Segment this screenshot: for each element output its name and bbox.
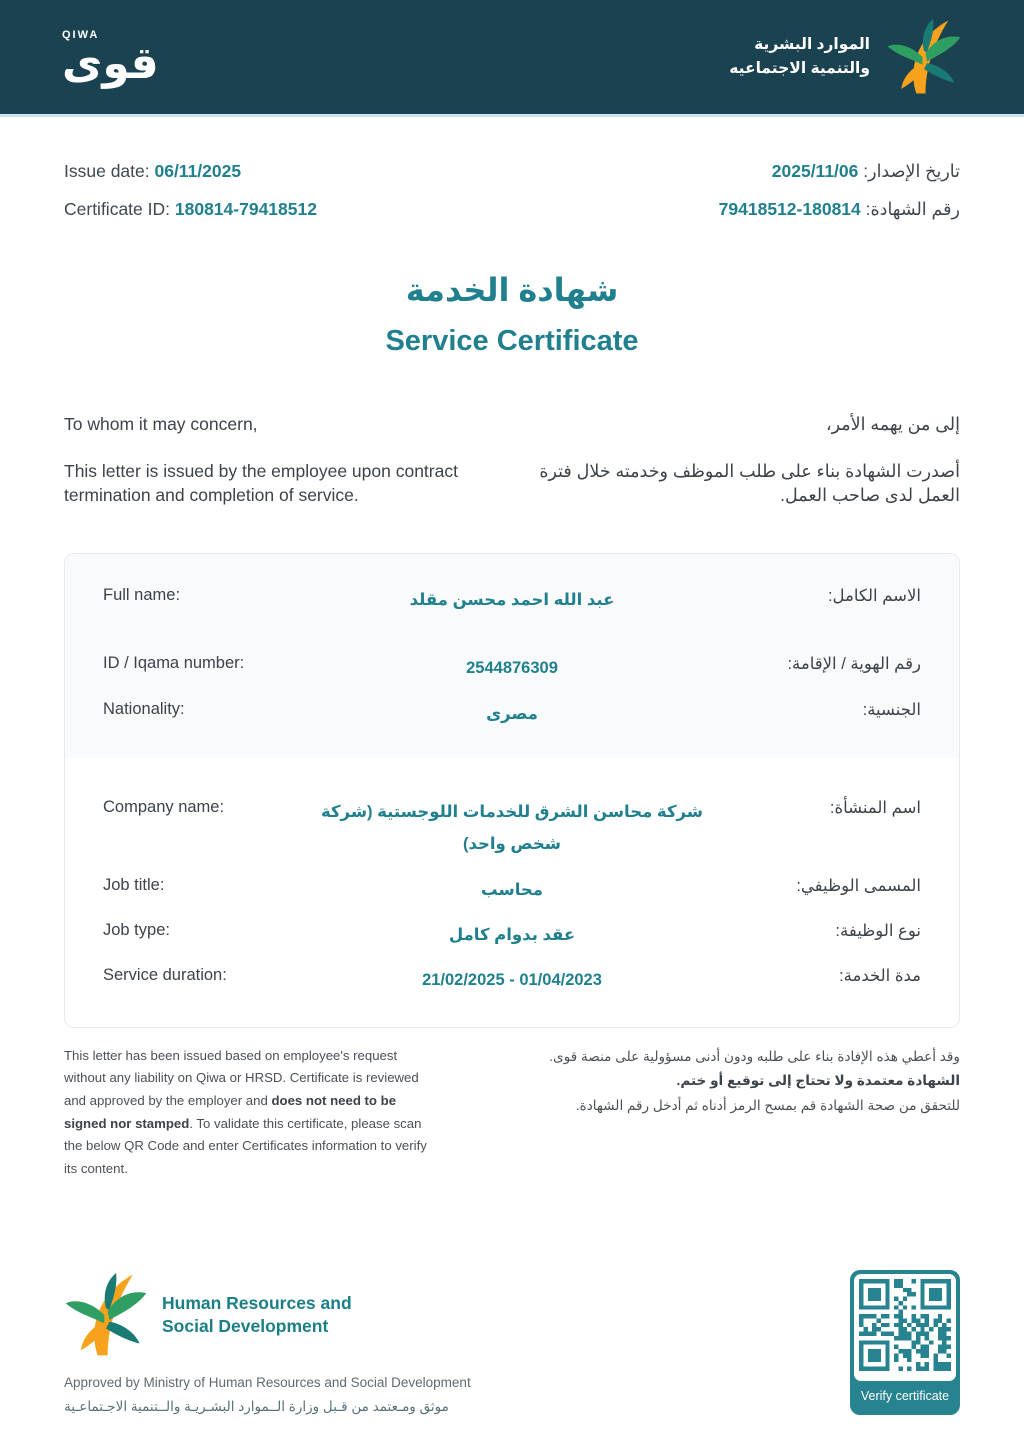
approved-text-ar: موثق ومـعتمد من قـبل وزارة الــموارد البشـريـة والــتنمية الاجـتماعـية: [64, 1399, 449, 1414]
title-block: [64, 271, 960, 358]
row-label-en: ID / Iqama number:: [103, 654, 245, 673]
row-value: محاسب: [481, 881, 543, 900]
hrsd-wordmark: [162, 1292, 352, 1338]
info-row-company-name: [103, 796, 921, 860]
info-row-service-duration: [103, 964, 921, 996]
hrsd-logo-text-line1: الموارد البشرية: [754, 35, 870, 53]
issue-date-en: [64, 161, 317, 182]
row-label-ar: نوع الوظيفة:: [835, 922, 921, 941]
disclaimer-arabic: [548, 1045, 960, 1181]
row-label-ar: الجنسية:: [862, 700, 921, 719]
row-label-ar: المسمى الوظيفي:: [796, 877, 921, 896]
disclaimer-en-part2: . To validate this certificate, please scan the below QR Code and enter Certificates information to verify its content.: [64, 1115, 427, 1177]
row-label-ar: مدة الخدمة:: [839, 967, 921, 986]
qiwa-logo-arabic-text: قوى: [62, 38, 159, 88]
disclaimer-section: [64, 1045, 960, 1181]
meta-arabic: [719, 161, 960, 237]
certificate-id-label-ar: رقم الشهادة:: [860, 199, 960, 219]
hrsd-wordmark-line2: Social Development: [162, 1316, 329, 1336]
employment-details-section: [65, 758, 959, 1027]
hrsd-wordmark-line1: Human Resources and: [162, 1293, 352, 1314]
qiwa-logo-latin-text: QIWA: [62, 28, 100, 41]
row-value: عبد الله احمد محسن مقلد: [409, 591, 615, 610]
row-label-ar: اسم المنشأة:: [829, 798, 921, 817]
page-title-arabic: شهادة الخدمة: [405, 272, 619, 308]
issue-date-value: 06/11/2025: [154, 161, 242, 181]
issue-date-label: Issue date:: [64, 161, 155, 181]
row-value: 2544876309: [466, 659, 558, 678]
certificate-id-value: 180814-79418512: [174, 199, 317, 219]
intro-arabic: [539, 414, 960, 507]
certificate-id-label: Certificate ID:: [64, 199, 175, 219]
info-row-nationality: [103, 698, 921, 730]
row-label-ar: رقم الهوية / الإقامة:: [787, 655, 921, 674]
hrsd-header-logo-text: [729, 33, 870, 81]
info-row-job-title: [103, 874, 921, 906]
disclaimer-en-bold: does not need to be signed nor stamped: [64, 1093, 397, 1131]
hrsd-palm-icon: [886, 19, 962, 95]
disclaimer-english: [64, 1045, 431, 1181]
row-value: شركة محاسن الشرق للخدمات اللوجستية (شركة شخص واحد): [320, 802, 704, 853]
meta-english: [64, 161, 317, 237]
intro-english: [64, 414, 485, 507]
hrsd-palm-icon: [64, 1273, 148, 1357]
footer-brand-block: [64, 1273, 471, 1415]
greeting-en: To whom it may concern,: [64, 414, 258, 434]
disclaimer-ar-line3: للتحقق من صحة الشهادة قم بمسح الرمز أدناه ثم أدخل رقم الشهادة.: [575, 1097, 960, 1113]
disclaimer-en-part1: This letter has been issued based on employee's request without any liability on Qiwa or HRSD. Certificate is reviewed and approved by the employer and: [64, 1047, 419, 1109]
intro-body-en: This letter is issued by the employee upon contract termination and completion of service.: [64, 461, 458, 505]
info-row-job-type: [103, 919, 921, 951]
hrsd-header-logo: [729, 19, 962, 95]
disclaimer-ar-bold: الشهادة معتمدة ولا تحتاج إلى توقيع أو ختم.: [676, 1073, 960, 1089]
verify-certificate-label: Verify certificate: [860, 1389, 950, 1403]
row-label-ar: الاسم الكامل:: [827, 587, 921, 606]
certificate-id-value-ar: 180814-79418512: [718, 199, 861, 219]
greeting-ar: إلى من يهمه الأمر،: [825, 414, 960, 434]
approved-text-en: Approved by Ministry of Human Resources and Social Development: [64, 1375, 471, 1390]
qiwa-logo: [62, 28, 159, 88]
details-card: [64, 553, 960, 1027]
qr-pattern: [859, 1279, 951, 1371]
page-title-english: Service Certificate: [385, 325, 639, 357]
verify-certificate-button[interactable]: [850, 1270, 960, 1415]
row-label-en: Service duration:: [103, 966, 227, 985]
hrsd-logo-text-line2: والتنمية الاجتماعيه: [729, 60, 870, 77]
row-label-en: Nationality:: [103, 699, 185, 718]
certificate-id-en: [64, 199, 317, 220]
row-value: مصرى: [486, 704, 538, 723]
intro-body-ar: أصدرت الشهادة بناء على طلب الموظف وخدمته خلال فترة العمل لدى صاحب العمل.: [539, 461, 960, 505]
info-row-iqama-number: [103, 652, 921, 684]
meta-section: [64, 161, 960, 237]
info-row-full-name: [103, 584, 921, 616]
row-value: 01/04/2023 - 21/02/2025: [422, 971, 602, 990]
row-label-en: Full name:: [103, 586, 181, 605]
issue-date-ar: [719, 161, 960, 182]
hrsd-footer-logo: [64, 1273, 471, 1357]
intro-section: [64, 414, 960, 507]
row-label-en: Job title:: [103, 876, 165, 895]
row-label-en: Company name:: [103, 797, 225, 816]
issue-date-value-ar: 2025/11/06: [771, 161, 859, 181]
footer: [64, 1270, 960, 1415]
qr-code: [854, 1274, 956, 1381]
certificate-body: [0, 161, 1024, 1181]
row-label-en: Job type:: [103, 921, 170, 940]
header-band: [0, 0, 1024, 117]
issue-date-label-ar: تاريخ الإصدار:: [858, 161, 960, 181]
personal-details-section: [65, 554, 959, 758]
certificate-id-ar: [719, 199, 960, 220]
row-value: عقد بدوام كامل: [448, 926, 576, 945]
disclaimer-ar-line1: وقد أعطي هذه الإفادة بناء على طلبه ودون أدنى مسؤولية على منصة قوى.: [549, 1048, 960, 1064]
